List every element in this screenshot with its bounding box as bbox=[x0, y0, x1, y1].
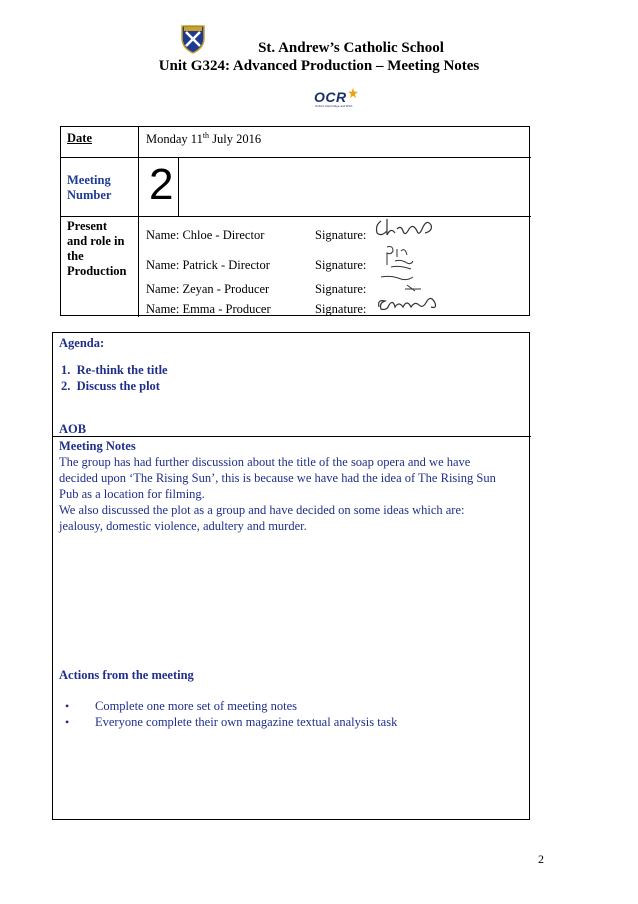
aob-heading: AOB bbox=[59, 422, 87, 436]
attendee-name: Name: Emma - Producer bbox=[146, 302, 271, 316]
signature-label: Signature: bbox=[315, 228, 367, 242]
attendee-name: Name: Chloe - Director bbox=[146, 228, 265, 242]
signature-zeyan bbox=[377, 273, 423, 293]
action-item: Everyone complete their own magazine textual analysis task bbox=[95, 715, 398, 729]
date-label: Date bbox=[67, 131, 92, 145]
signature-emma bbox=[375, 293, 441, 313]
notes-line: The group has had further discussion about the title of the soap opera and we have bbox=[59, 455, 471, 469]
meeting-details-table bbox=[60, 126, 530, 316]
attendee-name: Name: Zeyan - Producer bbox=[146, 282, 270, 296]
agenda-item: 2. Discuss the plot bbox=[61, 379, 160, 393]
signature-label: Signature: bbox=[315, 258, 367, 272]
notes-box bbox=[52, 332, 530, 820]
attendee-name: Name: Patrick - Director bbox=[146, 258, 270, 272]
actions-heading: Actions from the meeting bbox=[59, 668, 194, 682]
notes-line: Pub as a location for filming. bbox=[59, 487, 205, 501]
signature-label: Signature: bbox=[315, 282, 367, 296]
action-item: Complete one more set of meeting notes bbox=[95, 699, 298, 713]
notes-line: We also discussed the plot as a group and have decided on some ideas which are: bbox=[59, 503, 465, 517]
signature-patrick bbox=[383, 243, 417, 271]
meeting-number-label: Meeting Number bbox=[67, 173, 112, 202]
page-number: 2 bbox=[538, 852, 544, 866]
school-name: St. Andrew’s Catholic School bbox=[258, 40, 444, 56]
agenda-heading: Agenda: bbox=[59, 336, 105, 350]
meeting-number: 2 bbox=[149, 160, 174, 209]
notes-line: decided upon ‘The Rising Sun’, this is because we have had the idea of The Rising Sun bbox=[59, 471, 496, 485]
notes-line: jealousy, domestic violence, adultery and murder. bbox=[59, 519, 307, 533]
agenda-item: 1. Re-think the title bbox=[61, 363, 168, 377]
signature-label: Signature: bbox=[315, 302, 367, 316]
meeting-notes-heading: Meeting Notes bbox=[59, 439, 136, 453]
signature-chloe bbox=[373, 215, 435, 241]
bullet-icon: • bbox=[65, 699, 70, 713]
date-value: Monday 11th July 2016 bbox=[146, 131, 262, 147]
star-icon bbox=[348, 88, 358, 98]
bullet-icon: • bbox=[65, 715, 70, 729]
present-label: Present and role in the Production bbox=[67, 219, 127, 278]
ocr-logo: OCR Oxford Cambridge and RSA bbox=[312, 88, 360, 110]
document-title: Unit G324: Advanced Production – Meeting Notes bbox=[158, 58, 480, 74]
